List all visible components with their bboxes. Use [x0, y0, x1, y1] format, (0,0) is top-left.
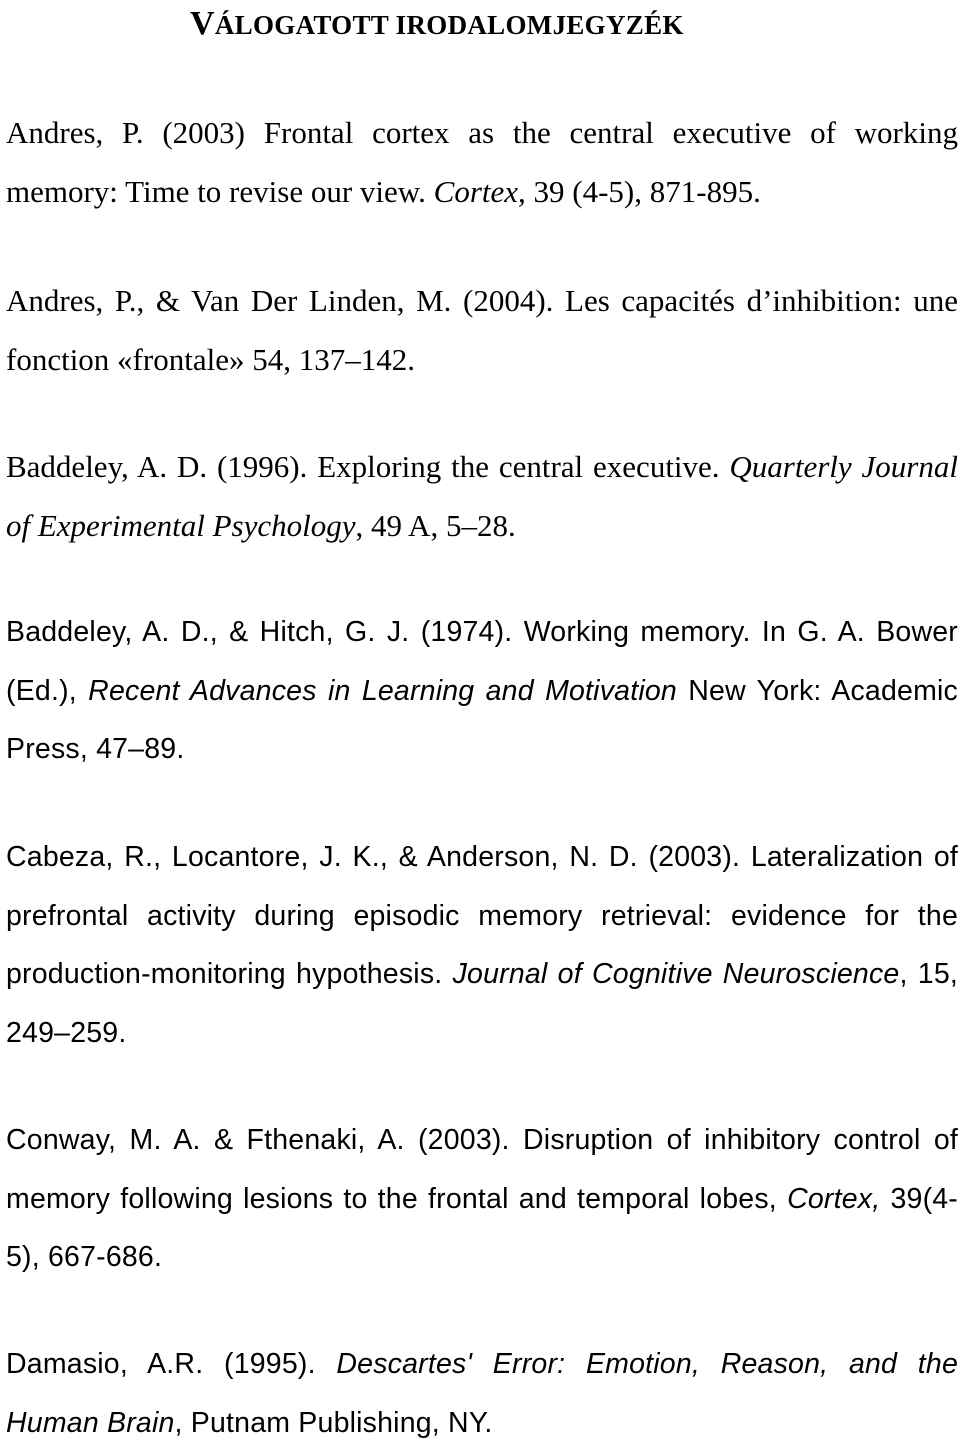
reference-cabeza-2003: Cabeza, R., Locantore, J. K., & Anderson, N. D. (2003). Lateralization of prefrontal activity during episodic memory retrieval: evidence for the production-monitoring hypothesis. Journal of Cognitive Neuroscience, 15, 249–259.: [6, 841, 958, 1049]
reference-conway-2003: Conway, M. A. & Fthenaki, A. (2003). Disruption of inhibitory control of memory following lesions to the frontal and temporal lobes, Cortex, 39(4-5), 667-686.: [6, 1124, 958, 1273]
reference-andres-2003: Andres, P. (2003) Frontal cortex as the central executive of working memory: Time to revise our view. Cortex, 39 (4-5), 871-895.: [6, 115, 958, 209]
title-rest: ÁLOGATOTT IRODALOMJEGYZÉK: [214, 10, 684, 40]
page-title: [190, 2, 684, 47]
reference-baddeley-1996: Baddeley, A. D. (1996). Exploring the central executive. Quarterly Journal of Experimental Psychology, 49 A, 5–28.: [6, 449, 958, 543]
reference-damasio-1995: Damasio, A.R. (1995). Descartes' Error: Emotion, Reason, and the Human Brain, Putnam Publishing, NY.: [6, 1348, 958, 1439]
reference-andres-2004: Andres, P., & Van Der Linden, M. (2004). Les capacités d’inhibition: une fonction «frontale» 54, 137–142.: [6, 283, 958, 377]
title-initial: V: [190, 5, 215, 42]
reference-baddeley-hitch-1974: Baddeley, A. D., & Hitch, G. J. (1974). Working memory. In G. A. Bower (Ed.), Recent Advances in Learning and Motivation New York: Academic Press, 47–89.: [6, 616, 958, 765]
